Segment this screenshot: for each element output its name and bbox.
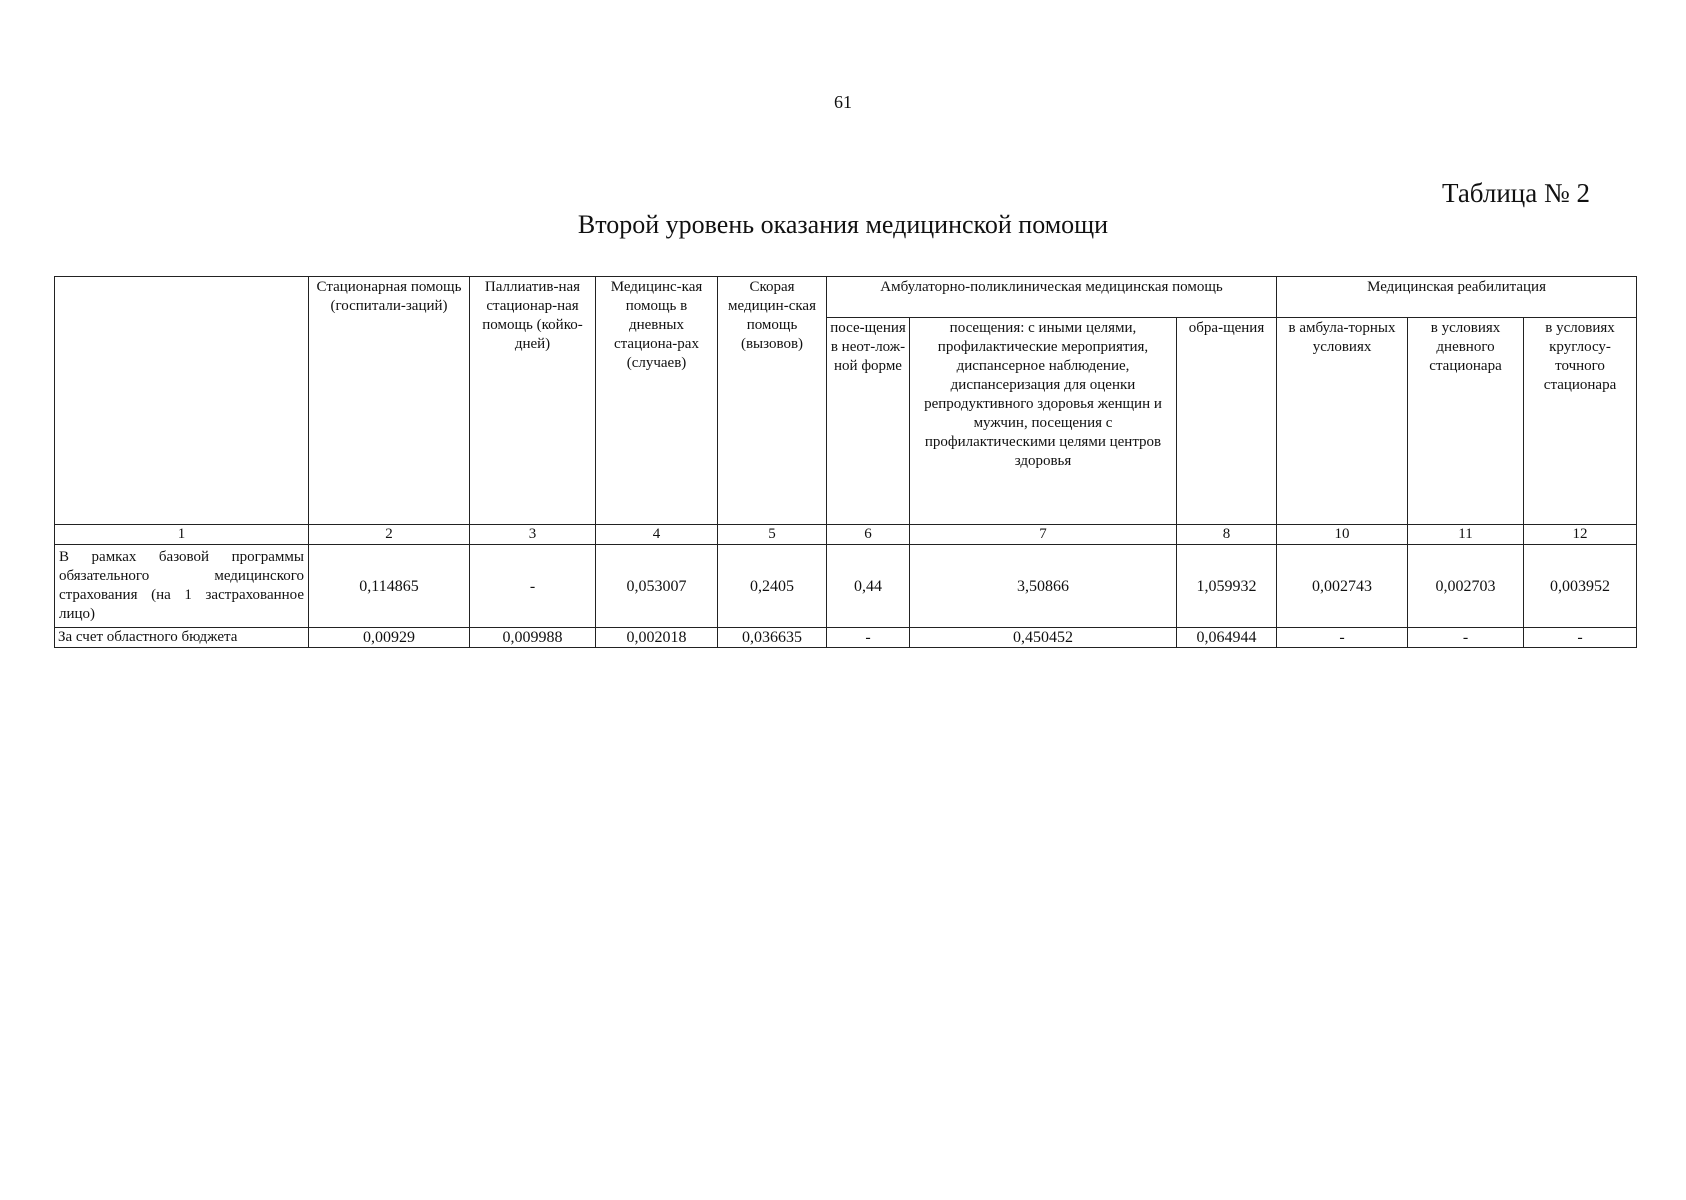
header-outpatient-appeals: обра-щения — [1177, 318, 1277, 525]
table-cell: 0,002018 — [596, 628, 718, 648]
column-number: 7 — [910, 525, 1177, 545]
header-palliative: Паллиатив-ная стационар-ная помощь (койко-дней) — [470, 277, 596, 525]
header-outpatient-group: Амбулаторно-поликлиническая медицинская помощь — [827, 277, 1277, 318]
table-cell: 3,50866 — [910, 545, 1177, 628]
column-number: 1 — [55, 525, 309, 545]
page-number: 61 — [834, 92, 852, 112]
row-label: В рамках базовой программы обязательного медицинского страхования (на 1 застрахованное лицо) — [55, 545, 309, 628]
table-cell: 0,002703 — [1408, 545, 1524, 628]
header-outpatient-urgent: посе-щения в неот-лож-ной форме — [827, 318, 910, 525]
table-cell: - — [827, 628, 910, 648]
column-number: 3 — [470, 525, 596, 545]
header-rehab-outpatient: в амбула-торных условиях — [1277, 318, 1408, 525]
table-cell: 0,003952 — [1524, 545, 1637, 628]
header-rehab-round: в условиях круглосу-точного стационара — [1524, 318, 1637, 525]
header-row-label-corner — [55, 277, 309, 525]
table-cell: - — [1524, 628, 1637, 648]
table-cell: 0,036635 — [718, 628, 827, 648]
column-number: 11 — [1408, 525, 1524, 545]
table-cell: 0,2405 — [718, 545, 827, 628]
table-cell: - — [1277, 628, 1408, 648]
table-cell: 0,009988 — [470, 628, 596, 648]
table-row — [55, 545, 1637, 628]
table-cell: 0,44 — [827, 545, 910, 628]
medical-care-volume-table — [54, 276, 1637, 648]
table-row — [55, 628, 1637, 648]
header-stationary: Стационарная помощь (госпитали-заций) — [309, 277, 470, 525]
header-row-groups — [55, 277, 1637, 318]
header-rehab-day: в условиях дневного стационара — [1408, 318, 1524, 525]
column-number: 6 — [827, 525, 910, 545]
column-number: 8 — [1177, 525, 1277, 545]
page-title: Второй уровень оказания медицинской помощи — [577, 210, 1109, 239]
table-cell: - — [470, 545, 596, 628]
header-day-hospital: Медицинс-кая помощь в дневных стациона-рах (случаев) — [596, 277, 718, 525]
column-number-row — [55, 525, 1637, 545]
table-cell: - — [1408, 628, 1524, 648]
header-ambulance: Скорая медицин-ская помощь (вызовов) — [718, 277, 827, 525]
header-rehab-group: Медицинская реабилитация — [1277, 277, 1637, 318]
table-label: Таблица № 2 — [1442, 178, 1590, 208]
table-cell: 0,114865 — [309, 545, 470, 628]
table-cell: 0,002743 — [1277, 545, 1408, 628]
column-number: 10 — [1277, 525, 1408, 545]
column-number: 12 — [1524, 525, 1637, 545]
table-cell: 0,450452 — [910, 628, 1177, 648]
column-number: 4 — [596, 525, 718, 545]
table-cell: 0,064944 — [1177, 628, 1277, 648]
table-cell: 0,00929 — [309, 628, 470, 648]
header-outpatient-other: посещения: с иными целями, профилактические мероприятия, диспансерное наблюдение, диспансеризация для оценки репродуктивного здоровья женщин и мужчин, посещения с профилактическими целями центров здоровья — [910, 318, 1177, 525]
column-number: 2 — [309, 525, 470, 545]
table-cell: 0,053007 — [596, 545, 718, 628]
table-cell: 1,059932 — [1177, 545, 1277, 628]
row-label: За счет областного бюджета — [55, 628, 309, 648]
column-number: 5 — [718, 525, 827, 545]
